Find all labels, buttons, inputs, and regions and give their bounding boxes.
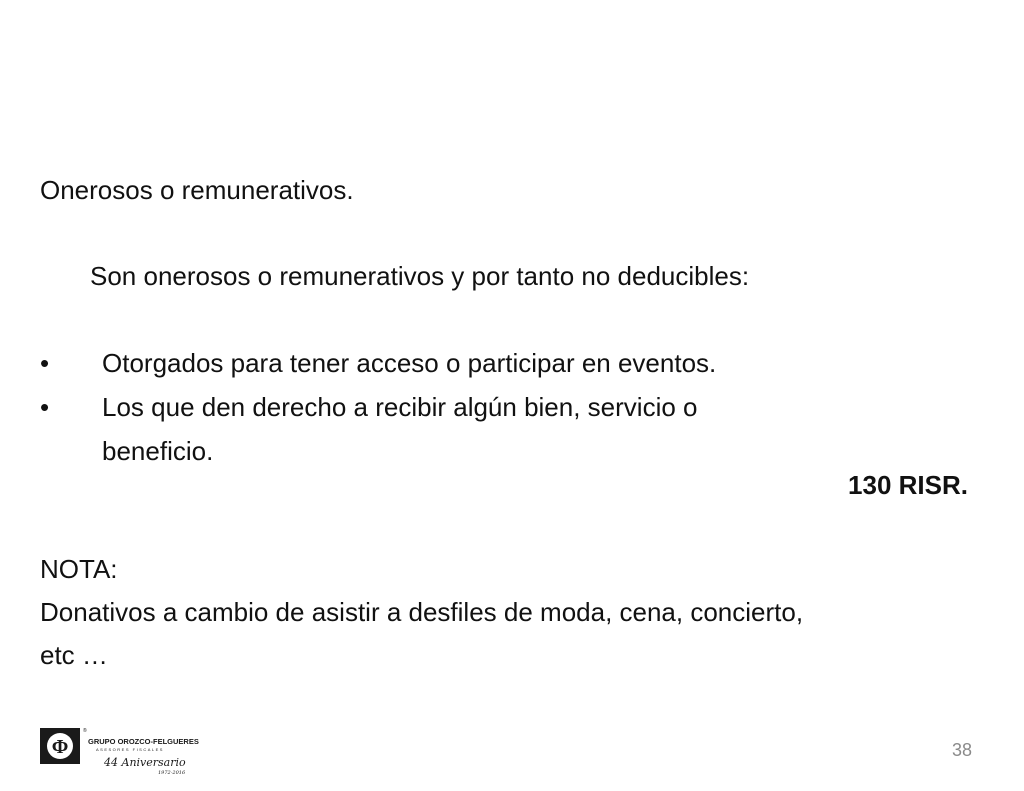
logo-anniversary-text: 44 Aniversario <box>104 756 186 769</box>
bullet-item <box>40 341 1000 385</box>
slide-heading: Onerosos o remunerativos. <box>40 175 354 205</box>
logo-brand-text: GRUPO OROZCO-FELGUERES <box>88 737 199 746</box>
bullet-text-line: beneficio. <box>102 436 214 466</box>
bullet-text-line: Los que den derecho a recibir algún bien, servicio o <box>102 392 698 422</box>
legal-reference: 130 RISR. <box>848 470 968 500</box>
slide-intro: Son onerosos o remunerativos y por tanto no deducibles: <box>90 261 750 291</box>
logo-tagline-text: ASESORES FISCALES <box>96 747 164 752</box>
bullet-list <box>40 341 1000 473</box>
company-logo <box>40 720 210 778</box>
bullet-dot-icon: • <box>40 348 50 378</box>
note-body-line: Donativos a cambio de asistir a desfiles de moda, cena, concierto, <box>40 597 804 627</box>
page-number: 38 <box>951 740 972 760</box>
bullet-text <box>102 385 1000 473</box>
bullet-text-line: Otorgados para tener acceso o participar en eventos. <box>102 348 717 378</box>
bullet-dot-icon: • <box>40 392 50 422</box>
bullet-item <box>40 385 1000 473</box>
logo-symbol-icon: Φ <box>51 736 69 758</box>
logo-years-text: 1972-2016 <box>158 770 186 776</box>
bullet-text <box>102 341 1000 385</box>
logo-registered-mark: ® <box>83 728 87 734</box>
note-title: NOTA: <box>40 554 118 584</box>
note-body-line: etc … <box>40 640 108 670</box>
